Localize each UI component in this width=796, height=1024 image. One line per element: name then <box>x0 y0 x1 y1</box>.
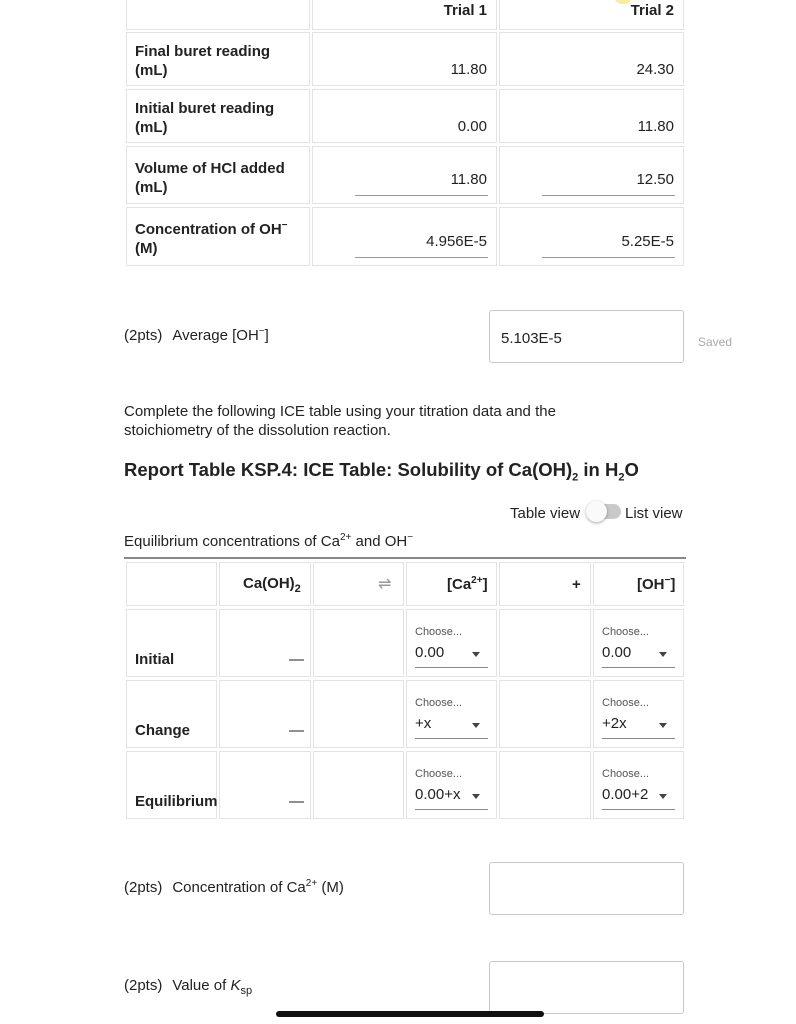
ice-equilibrium-plus-col <box>499 751 591 819</box>
ice-change-arrow-col <box>313 680 404 748</box>
concentration-trial1-input[interactable]: 4.956E-5 <box>426 233 487 250</box>
trial1-header: Trial 1 <box>443 2 487 19</box>
select-prompt: Choose... <box>602 697 650 709</box>
select-underline <box>415 738 488 739</box>
ca-concentration-label: (2pts) Concentration of $Ca^{2+}$ (M) <box>124 878 344 896</box>
volume-trial1-input[interactable]: 11.80 <box>450 171 487 188</box>
ice-initial-cation-select[interactable] <box>406 609 497 677</box>
concentration-trial2-input[interactable]: 5.25E-5 <box>621 233 674 250</box>
chevron-down-icon <box>659 723 667 728</box>
ice-initial-reactant <box>219 609 311 677</box>
initial-cation-value: 0.00 <box>415 644 445 661</box>
ice-header-arrow <box>313 562 404 606</box>
chevron-down-icon <box>472 652 480 657</box>
row-label: Initial buret reading (mL) <box>135 100 275 136</box>
select-prompt: Choose... <box>415 697 463 709</box>
plus-sign: + <box>572 576 581 593</box>
input-underline <box>355 257 488 258</box>
concentration-trial2-cell <box>499 207 684 266</box>
row-initial-label-cell <box>126 89 310 143</box>
ice-equilibrium-anion-select[interactable] <box>593 751 684 819</box>
ice-change-anion-select[interactable] <box>593 680 684 748</box>
chevron-down-icon <box>659 794 667 799</box>
final-reading-trial2-value: 24.30 <box>636 61 674 78</box>
chevron-down-icon <box>659 652 667 657</box>
ice-initial-anion-select[interactable] <box>593 609 684 677</box>
final-reading-trial1 <box>312 32 497 86</box>
row-label: Equilibrium <box>135 793 218 810</box>
row-label: Change <box>135 722 191 739</box>
chevron-down-icon <box>472 723 480 728</box>
select-underline <box>602 667 675 668</box>
initial-reading-trial2-value: 11.80 <box>637 118 674 135</box>
equilibrium-anion-value: 0.00+2 <box>602 786 649 803</box>
anion-header: [OH−] <box>637 575 676 593</box>
reactant-dash: — <box>289 722 304 739</box>
change-cation-value: +x <box>415 715 432 732</box>
ice-header-cation <box>406 562 497 606</box>
row-volume-label-cell <box>126 146 310 204</box>
trials-header-trial2 <box>499 0 684 30</box>
ice-equilibrium-arrow-col <box>313 751 404 819</box>
volume-trial2-cell <box>499 146 684 204</box>
ice-initial-plus-col <box>499 609 591 677</box>
ksp-label: (2pts) Value of $K_{sp}$ <box>124 977 253 997</box>
table-view-label[interactable]: Table view <box>510 505 581 522</box>
average-oh-label: (2pts) Average [OH−] <box>124 326 269 344</box>
trial2-header: Trial 2 <box>630 2 674 19</box>
row-label: Initial <box>135 651 175 668</box>
ice-header-reactant <box>219 562 311 606</box>
equilibrium-arrow-icon: ⇌ <box>378 576 392 593</box>
select-underline <box>415 667 488 668</box>
saved-status: Saved <box>698 335 733 349</box>
caption-rule <box>124 557 686 559</box>
select-prompt: Choose... <box>415 626 463 638</box>
ice-header-empty <box>126 562 217 606</box>
input-underline <box>355 195 488 196</box>
equilibrium-cation-value: 0.00+x <box>415 786 461 803</box>
ksp-input[interactable] <box>489 961 684 1014</box>
concentration-trial1-cell <box>312 207 497 266</box>
ice-change-reactant <box>219 680 311 748</box>
row-final-label-cell <box>126 32 310 86</box>
ice-equilibrium-reactant <box>219 751 311 819</box>
volume-trial1-cell <box>312 146 497 204</box>
change-anion-value: +2x <box>602 715 627 732</box>
row-label: Volume of HCl added (mL) <box>135 160 285 196</box>
instructions-text: Complete the following ICE table using your titration data and the stoichiometry of the dissolution reaction. <box>124 403 556 439</box>
report-table-title: Report Table KSP.4: ICE Table: Solubility of $Ca(OH)_2$ in $H_2O$ <box>124 459 639 484</box>
list-view-label[interactable]: List view <box>625 505 683 522</box>
volume-trial2-input[interactable]: 12.50 <box>636 171 674 188</box>
select-prompt: Choose... <box>602 626 650 638</box>
average-oh-value: 5.103E-5 <box>501 330 562 347</box>
input-underline <box>542 257 675 258</box>
input-underline <box>542 195 675 196</box>
initial-reading-trial1 <box>312 89 497 143</box>
ice-header-plus <box>499 562 591 606</box>
select-underline <box>602 809 675 810</box>
ice-header-anion <box>593 562 684 606</box>
ice-initial-arrow-col <box>313 609 404 677</box>
ice-row-initial-label <box>126 609 217 677</box>
row-concentration-label-cell <box>126 207 310 266</box>
ice-change-cation-select[interactable] <box>406 680 497 748</box>
chevron-down-icon <box>472 794 480 799</box>
select-underline <box>415 809 488 810</box>
final-reading-trial2 <box>499 32 684 86</box>
ca-concentration-input[interactable] <box>489 862 684 915</box>
select-prompt: Choose... <box>415 768 463 780</box>
ice-row-equilibrium-label <box>126 751 217 819</box>
reactant-dash: — <box>289 651 304 668</box>
cation-header: $[Ca^{2+}]$ <box>447 575 488 593</box>
toggle-knob[interactable] <box>586 501 607 522</box>
initial-reading-trial1-value: 0.00 <box>457 118 487 135</box>
row-label: Concentration of OH− (M) <box>135 220 288 257</box>
reactant-dash: — <box>289 793 304 810</box>
row-label: Final buret reading (mL) <box>135 43 271 79</box>
ice-equilibrium-cation-select[interactable] <box>406 751 497 819</box>
ice-caption: Equilibrium concentrations of $Ca^{2+}$ and OH− <box>124 532 414 550</box>
initial-reading-trial2 <box>499 89 684 143</box>
select-prompt: Choose... <box>602 768 650 780</box>
initial-anion-value: 0.00 <box>602 644 632 661</box>
reactant-header: $Ca(OH)_2$ <box>243 575 301 595</box>
trials-header-trial1 <box>312 0 497 30</box>
ice-row-change-label <box>126 680 217 748</box>
final-reading-trial1-value: 11.80 <box>450 61 487 78</box>
home-indicator[interactable] <box>276 1011 544 1017</box>
ice-change-plus-col <box>499 680 591 748</box>
select-underline <box>602 738 675 739</box>
average-oh-input[interactable] <box>489 310 684 363</box>
trials-header-empty <box>126 0 310 30</box>
